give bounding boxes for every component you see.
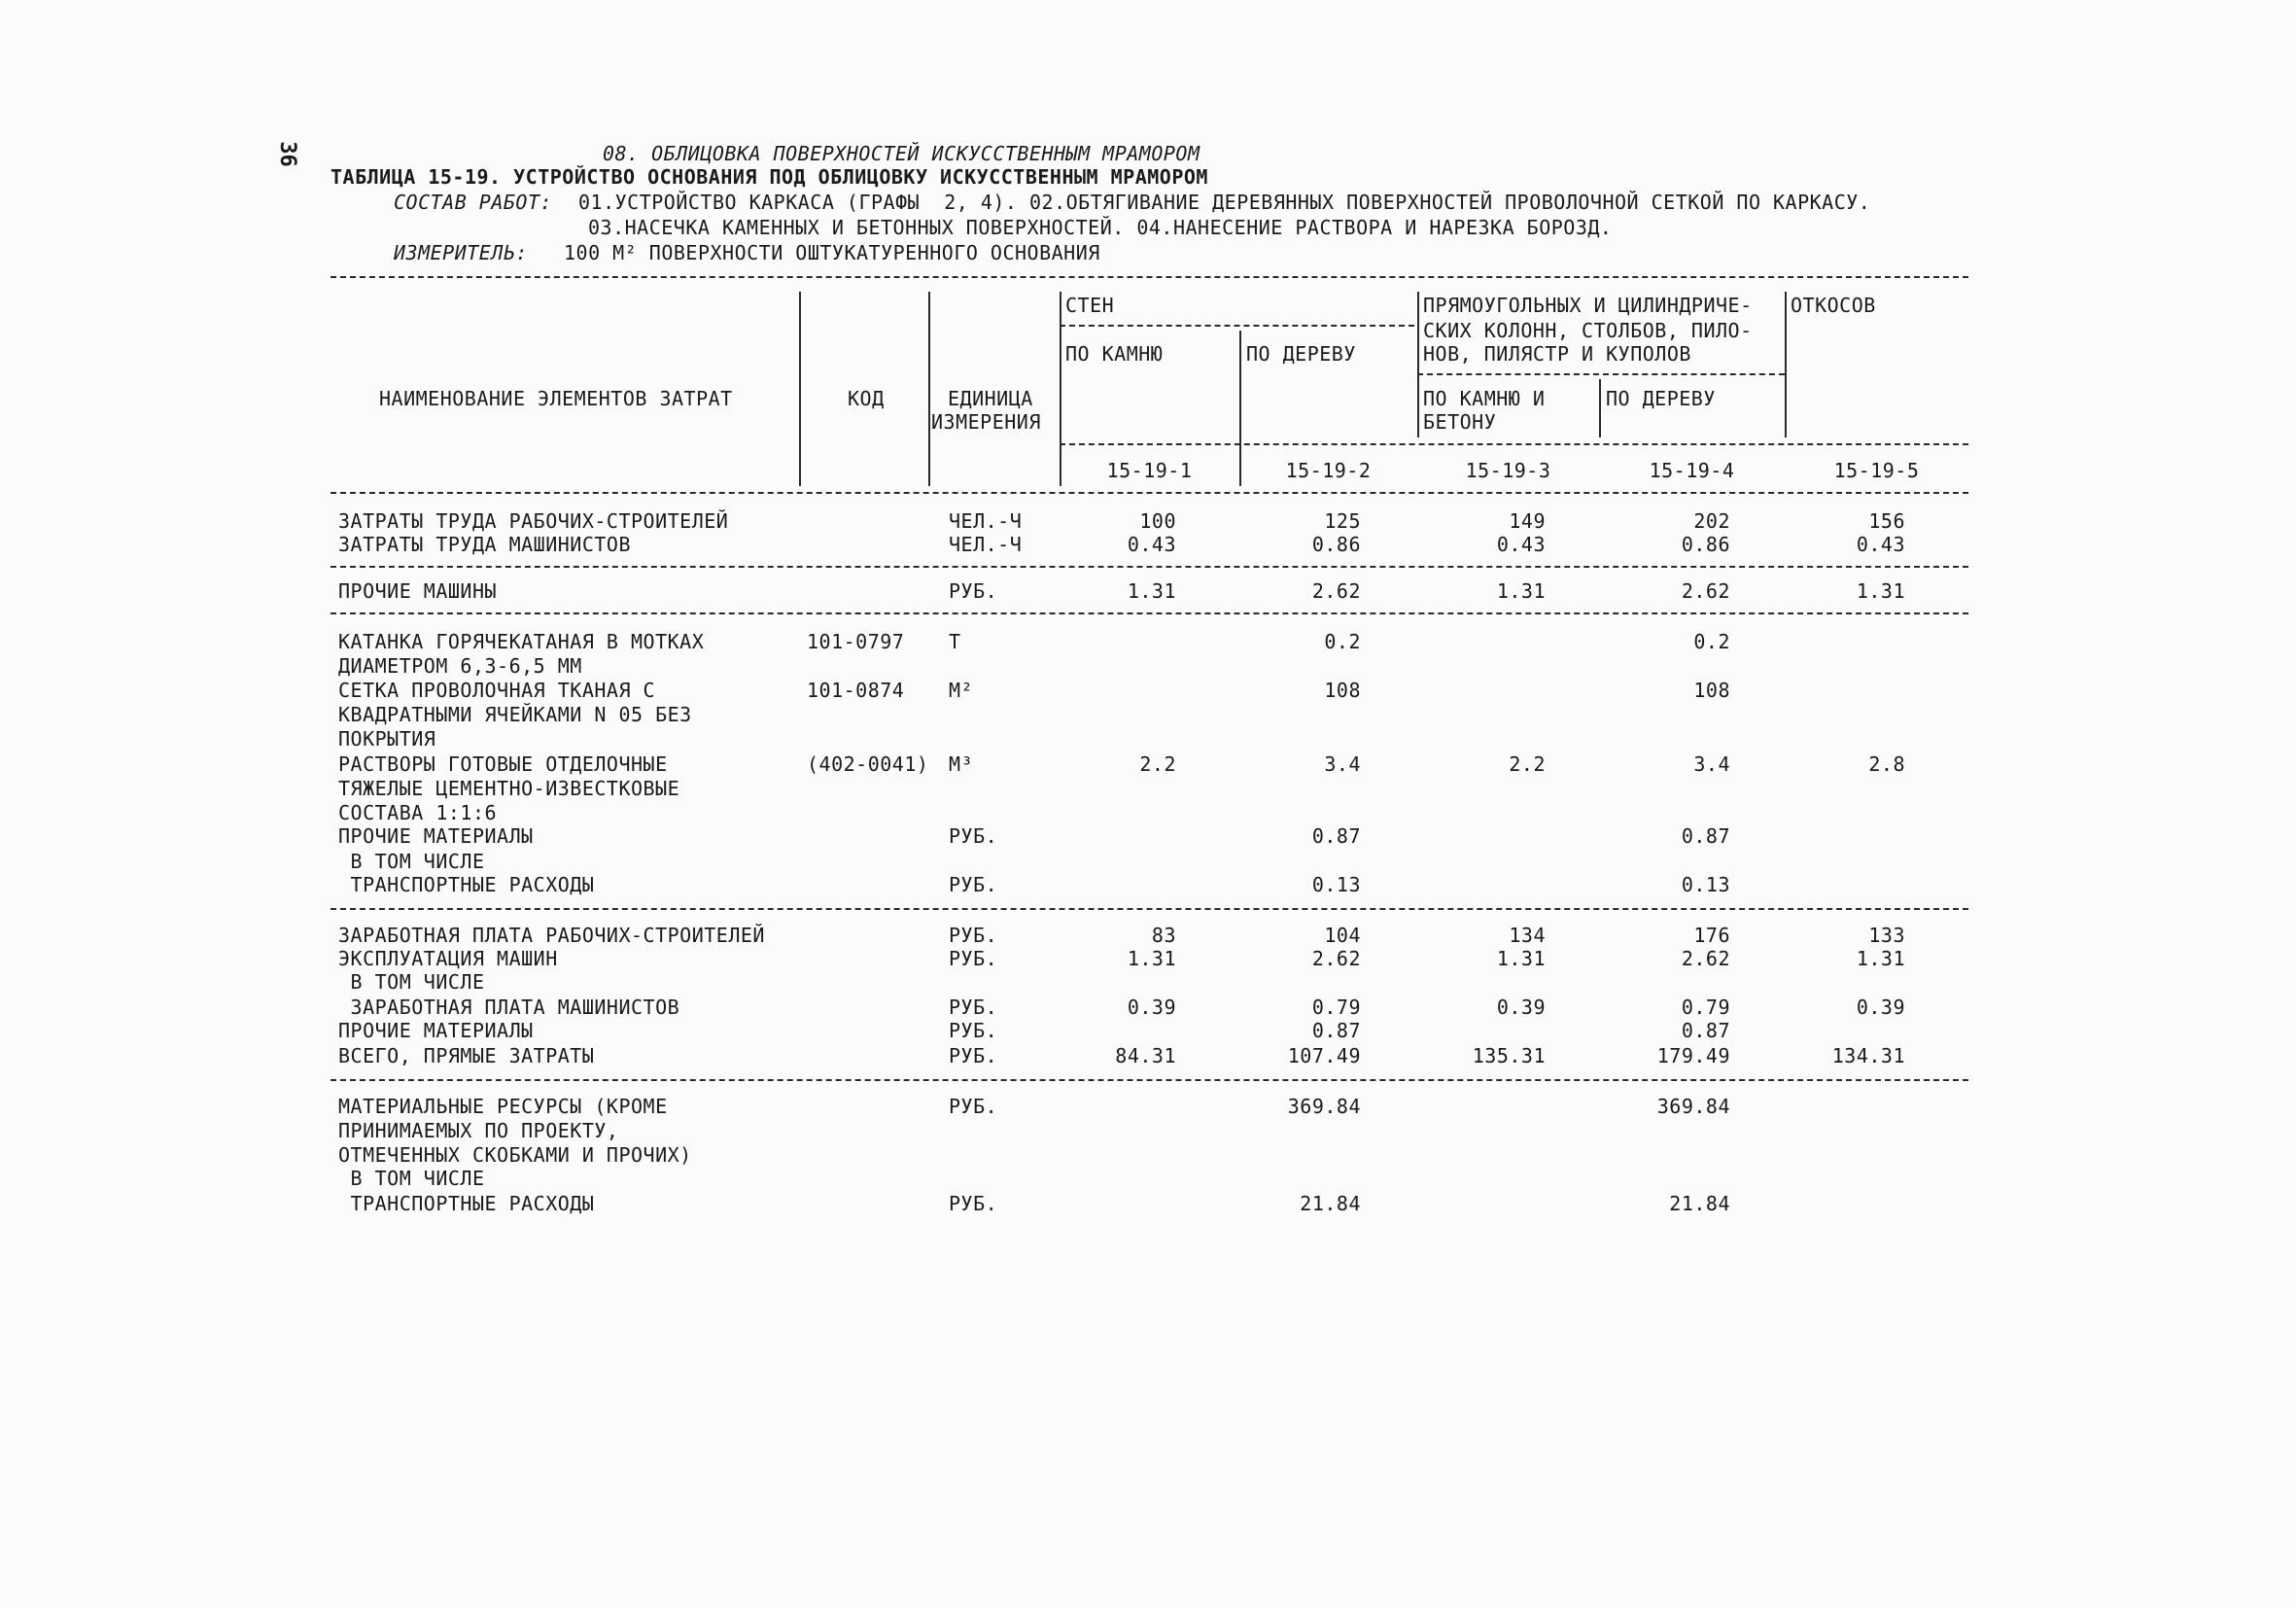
row-value: 156: [1868, 509, 1905, 533]
header-columns-1: ПРЯМОУГОЛЬНЫХ И ЦИЛИНДРИЧЕ-: [1423, 294, 1753, 317]
row-name-line: СЕТКА ПРОВОЛОЧНАЯ ТКАНАЯ С: [338, 679, 656, 702]
row-unit: РУБ.: [949, 924, 998, 947]
row-value: 108: [1324, 679, 1361, 702]
row-value: 83: [1151, 924, 1176, 947]
row-value: 2.62: [1311, 579, 1361, 603]
row-unit: РУБ.: [949, 1019, 998, 1042]
row-unit: РУБ.: [949, 873, 998, 896]
row-value: 0.43: [1127, 533, 1176, 556]
row-value: 0.87: [1681, 1019, 1730, 1042]
row-unit: РУБ.: [949, 824, 998, 848]
row-value: 0.87: [1681, 824, 1730, 848]
header-code: КОД: [848, 387, 885, 410]
row-name-line: В ТОМ ЧИСЛЕ: [338, 850, 485, 873]
col-separator-1: [799, 292, 801, 486]
row-name-line: КВАДРАТНЫМИ ЯЧЕЙКАМИ N 05 БЕЗ: [338, 703, 692, 726]
code-15-19-3: 15-19-3: [1465, 459, 1551, 482]
row-value: 0.87: [1311, 824, 1361, 848]
row-name-line: ЗАРАБОТНАЯ ПЛАТА РАБОЧИХ-СТРОИТЕЛЕЙ: [338, 924, 765, 947]
row-name-line: КАТАНКА ГОРЯЧЕКАТАНАЯ В МОТКАХ: [338, 630, 705, 653]
row-name-line: ТРАНСПОРТНЫЕ РАСХОДЫ: [338, 1192, 595, 1215]
row-code: (402-0041): [807, 752, 929, 776]
row-value: 0.79: [1311, 996, 1361, 1019]
row-value: 2.62: [1681, 579, 1730, 603]
row-name-line: ПРИНИМАЕМЫХ ПО ПРОЕКТУ,: [338, 1119, 619, 1142]
row-unit: РУБ.: [949, 1044, 998, 1067]
row-name-line: ЗАРАБОТНАЯ ПЛАТА МАШИНИСТОВ: [338, 996, 680, 1019]
row-value: 0.2: [1324, 630, 1361, 653]
row-value: 3.4: [1324, 752, 1361, 776]
header-stone-concrete-2: БЕТОНУ: [1423, 410, 1497, 434]
row-value: 202: [1693, 509, 1730, 533]
row-value: 0.39: [1127, 996, 1176, 1019]
rule-after-labor: [330, 566, 1968, 568]
row-value: 1.31: [1496, 579, 1546, 603]
header-stone-concrete-1: ПО КАМНЮ И: [1423, 387, 1546, 410]
code-15-19-4: 15-19-4: [1649, 459, 1735, 482]
row-unit: РУБ.: [949, 1095, 998, 1118]
row-unit: РУБ.: [949, 947, 998, 970]
row-value: 0.2: [1693, 630, 1730, 653]
header-columns-3: НОВ, ПИЛЯСТР И КУПОЛОВ: [1423, 342, 1691, 366]
rule-after-totals: [330, 1079, 1968, 1081]
row-value: 149: [1509, 509, 1546, 533]
header-name: НАИМЕНОВАНИЕ ЭЛЕМЕНТОВ ЗАТРАТ: [379, 387, 733, 410]
page-number: 36: [274, 141, 299, 167]
row-name-line: В ТОМ ЧИСЛЕ: [338, 1167, 485, 1190]
row-value: 1.31: [1856, 579, 1905, 603]
row-value: 0.86: [1311, 533, 1361, 556]
row-name-line: ТРАНСПОРТНЫЕ РАСХОДЫ: [338, 873, 595, 896]
section-title: 08. ОБЛИЦОВКА ПОВЕРХНОСТЕЙ ИСКУССТВЕННЫМ МРАМОРОМ: [603, 142, 1200, 165]
work-label: СОСТАВ РАБОТ:: [394, 191, 553, 214]
row-unit: М³: [949, 752, 974, 776]
row-value: 179.49: [1656, 1044, 1730, 1067]
row-name-line: ПРОЧИЕ МАШИНЫ: [338, 579, 498, 603]
row-value: 369.84: [1287, 1095, 1361, 1118]
header-top-rule: [330, 276, 1968, 278]
row-value: 1.31: [1856, 947, 1905, 970]
row-name-line: МАТЕРИАЛЬНЫЕ РЕСУРСЫ (КРОМЕ: [338, 1095, 668, 1118]
rule-after-machines: [330, 612, 1968, 614]
work-line-2: 03.НАСЕЧКА КАМЕННЫХ И БЕТОННЫХ ПОВЕРХНОСТЕЙ. 04.НАНЕСЕНИЕ РАСТВОРА И НАРЕЗКА БОРОЗД.: [588, 216, 1613, 239]
row-name-line: ПРОЧИЕ МАТЕРИАЛЫ: [338, 824, 534, 848]
measure-value: 100 М² ПОВЕРХНОСТИ ОШТУКАТУРЕННОГО ОСНОВАНИЯ: [564, 241, 1100, 264]
row-value: 176: [1693, 924, 1730, 947]
row-value: 135.31: [1472, 1044, 1546, 1067]
row-value: 3.4: [1693, 752, 1730, 776]
header-columns-wood: ПО ДЕРЕВУ: [1606, 387, 1716, 410]
col-separator-7: [1785, 292, 1787, 437]
col-separator-2: [928, 292, 930, 486]
row-name-line: ОТМЕЧЕННЫХ СКОБКАМИ И ПРОЧИХ): [338, 1143, 692, 1167]
row-name-line: ВСЕГО, ПРЯМЫЕ ЗАТРАТЫ: [338, 1044, 595, 1067]
rule-after-materials: [330, 908, 1968, 910]
row-value: 134.31: [1831, 1044, 1905, 1067]
row-value: 2.62: [1681, 947, 1730, 970]
row-value: 369.84: [1656, 1095, 1730, 1118]
row-value: 21.84: [1669, 1192, 1730, 1215]
row-unit: РУБ.: [949, 996, 998, 1019]
header-slopes: ОТКОСОВ: [1791, 294, 1876, 317]
row-unit: Т: [949, 630, 961, 653]
row-name-line: ПРОЧИЕ МАТЕРИАЛЫ: [338, 1019, 534, 1042]
row-name-line: ЗАТРАТЫ ТРУДА РАБОЧИХ-СТРОИТЕЛЕЙ: [338, 509, 729, 533]
row-value: 1.31: [1127, 947, 1176, 970]
row-value: 0.13: [1681, 873, 1730, 896]
row-unit: ЧЕЛ.-Ч: [949, 509, 1023, 533]
row-name-line: ЗАТРАТЫ ТРУДА МАШИНИСТОВ: [338, 533, 631, 556]
row-code: 101-0797: [807, 630, 905, 653]
table-title: ТАБЛИЦА 15-19. УСТРОЙСТВО ОСНОВАНИЯ ПОД ОБЛИЦОВКУ ИСКУССТВЕННЫМ МРАМОРОМ: [330, 165, 1208, 189]
row-value: 2.62: [1311, 947, 1361, 970]
header-bottom-rule: [330, 492, 1968, 494]
row-value: 2.2: [1139, 752, 1176, 776]
row-name-line: В ТОМ ЧИСЛЕ: [338, 970, 485, 994]
work-line-1: 01.УСТРОЙСТВО КАРКАСА (ГРАФЫ 2, 4). 02.ОБТЯГИВАНИЕ ДЕРЕВЯННЫХ ПОВЕРХНОСТЕЙ ПРОВОЛОЧНОЙ СЕТКОЙ ПО КАРКАСУ.: [578, 191, 1871, 214]
row-value: 107.49: [1287, 1044, 1361, 1067]
col-separator-6: [1599, 379, 1601, 437]
row-unit: РУБ.: [949, 1192, 998, 1215]
header-unit-1: ЕДИНИЦА: [948, 387, 1033, 410]
row-value: 104: [1324, 924, 1361, 947]
row-value: 1.31: [1127, 579, 1176, 603]
row-unit: РУБ.: [949, 579, 998, 603]
row-value: 0.79: [1681, 996, 1730, 1019]
row-value: 0.39: [1856, 996, 1905, 1019]
row-name-line: РАСТВОРЫ ГОТОВЫЕ ОТДЕЛОЧНЫЕ: [338, 752, 668, 776]
row-value: 1.31: [1496, 947, 1546, 970]
header-walls: СТЕН: [1065, 294, 1115, 317]
row-value: 2.2: [1509, 752, 1546, 776]
row-value: 108: [1693, 679, 1730, 702]
row-value: 21.84: [1300, 1192, 1361, 1215]
code-15-19-5: 15-19-5: [1833, 459, 1920, 482]
header-unit-2: ИЗМЕРЕНИЯ: [931, 410, 1041, 434]
row-value: 125: [1324, 509, 1361, 533]
header-walls-stone: ПО КАМНЮ: [1065, 342, 1164, 366]
row-value: 0.87: [1311, 1019, 1361, 1042]
row-value: 0.13: [1311, 873, 1361, 896]
walls-sub-rule: [1060, 325, 1414, 327]
row-value: 134: [1509, 924, 1546, 947]
row-name-line: ТЯЖЕЛЫЕ ЦЕМЕНТНО-ИЗВЕСТКОВЫЕ: [338, 777, 680, 800]
row-value: 100: [1139, 509, 1176, 533]
col-separator-3: [1060, 292, 1061, 486]
row-name-line: СОСТАВА 1:1:6: [338, 801, 498, 824]
row-unit: ЧЕЛ.-Ч: [949, 533, 1023, 556]
code-15-19-2: 15-19-2: [1285, 459, 1372, 482]
row-code: 101-0874: [807, 679, 905, 702]
row-value: 0.86: [1681, 533, 1730, 556]
measure-label: ИЗМЕРИТЕЛЬ:: [394, 241, 528, 264]
columns-sub-rule: [1417, 373, 1785, 375]
row-name-line: ДИАМЕТРОМ 6,3-6,5 ММ: [338, 654, 582, 678]
row-value: 84.31: [1115, 1044, 1176, 1067]
row-name-line: ПОКРЫТИЯ: [338, 727, 436, 751]
header-columns-2: СКИХ КОЛОНН, СТОЛБОВ, ПИЛО-: [1423, 319, 1753, 342]
row-name-line: ЭКСПЛУАТАЦИЯ МАШИН: [338, 947, 558, 970]
header-walls-wood: ПО ДЕРЕВУ: [1246, 342, 1356, 366]
row-value: 0.43: [1496, 533, 1546, 556]
codes-rule: [1060, 443, 1968, 445]
code-15-19-1: 15-19-1: [1106, 459, 1193, 482]
row-value: 0.39: [1496, 996, 1546, 1019]
row-value: 0.43: [1856, 533, 1905, 556]
row-value: 133: [1868, 924, 1905, 947]
col-separator-5: [1417, 292, 1419, 437]
row-unit: М²: [949, 679, 974, 702]
row-value: 2.8: [1868, 752, 1905, 776]
